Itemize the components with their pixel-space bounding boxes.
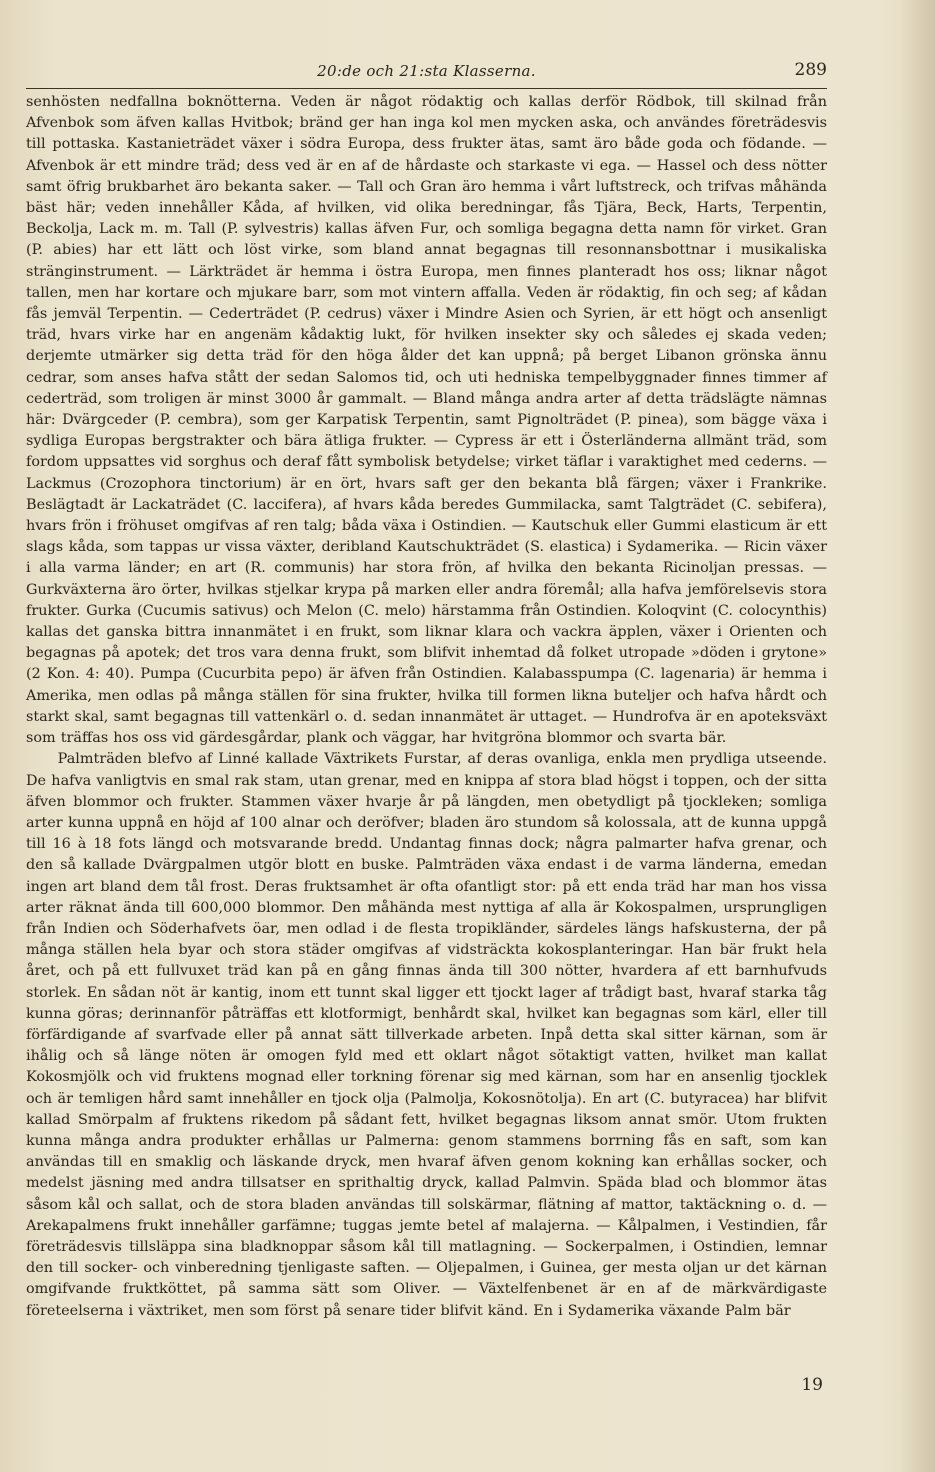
running-title: 20:de och 21:sta Klasserna. <box>317 62 536 80</box>
signature-mark: 19 <box>801 1375 823 1395</box>
paragraph-palms: Palmträden blefvo af Linné kallade Växtrikets Furstar, af deras ovanliga, enkla men prydliga utseende. De hafva vanligtvis en smal rak stam, utan grenar, med en knippa af stora blad högst i toppen, och der sitta äfven blommor och frukter. Stammen växer hvarje år på längden, men obetydligt på tjockleken; somliga arter kunna uppnå en höjd af 100 alnar och deröfver; bladen äro stundom så kolossala, att de kunna uppgå till 16 à 18 fots längd och motsvarande bredd. Undantag finnas dock; några palmarter hafva grenar, och den så kallade Dvärgpalmen utgör blott en buske. Palmträden växa endast i de varma länderna, emedan ingen art bland dem tål frost. Deras fruktsamhet är ofta ofantligt stor: på ett enda träd har man hos vissa arter räknat ända till 600,000 blommor. Den måhända mest nyttiga af alla är Kokospalmen, ursprungligen från Indien och Söderhafvets öar, men odlad i de flesta tropikländer, särdeles längs hafskusterna, der på många ställen hela byar och stora städer omgifvas af vidsträckta kokosplanteringar. Han bär frukt hela året, och på ett fullvuxet träd kan på en gång finnas ända till 300 nötter, hvardera af ett barnhufvuds storlek. En sådan nöt är kantig, inom ett tunnt skal ligger ett tjockt lager af trådigt bast, hvaraf starka tåg kunna göras; derinnanför påträffas ett klotformigt, benhårdt skal, hvilket kan begagnas som kärl, eller till förfärdigande af svarfvade eller på annat sätt tillverkade arbeten. Inpå detta skal sitter kärnan, som är ihålig och så länge nöten är omogen fyld med ett oklart något sötaktigt vatten, hvilket man kallat Kokosmjölk och vid fruktens mognad eller torkning förenar sig med kärnan, som har en ansenlig tjocklek och är temligen hård samt innehåller en tjock olja (Palmolja, Kokosnötolja). En art (C. butyracea) har blifvit kallad Smörpalm af fruktens rikedom på sådant fett, hvilket begagnas liksom annat smör. Utom frukten kunna många andra produkter erhållas ur Palmerna: genom stammens borrning fås en saft, som kan användas till en smaklig och läskande dryck, men hvaraf äfven genom kokning kan erhållas socker, och medelst jäsning med andra tillsatser en sprithaltig dryck, kallad Palmvin. Späda blad och blommor ätas såsom kål och sallat, och de stora bladen användas till solskärmar, flätning af mattor, taktäckning o. d. — Arekapalmens frukt innehåller garfämne; tuggas jemte betel af malajerna. — Kålpalmen, i Vestindien, får företrädesvis tillsläppa sina bladknoppar såsom kål till matlagning. — Sockerpalmen, i Ostindien, lemnar den till socker- och vinberedning tjenligaste saften. — Oljepalmen, i Guinea, ger mesta oljan ur det kärnan omgifvande fruktköttet, på samma sätt som Oliver. — Växtelfenbenet är en af de märkvärdigaste företeelserna i växtriket, men som först på senare tider blifvit känd. En i Sydamerika växande Palm bär <box>26 751 827 1319</box>
header-rule <box>26 88 827 89</box>
page-header <box>26 62 827 86</box>
paragraph-trees: senhösten nedfallna boknötterna. Veden är något rödaktig och kallas derför Rödbok, till skilnad från Afvenbok som äfven kallas Hvitbok; bränd ger han inga kol men mycken aska, och användes företrädesvis till pottaska. Kastanieträdet växer i södra Europa, dess frukter ätas, samt äro både goda och födande. — Afvenbok är ett mindre träd; dess ved är en af de hårdaste och starkaste vi ega. — Hassel och dess nötter samt öfrig brukbarhet äro bekanta saker. — Tall och Gran äro hemma i vårt luftstreck, och trifvas måhända bäst här; veden innehåller Kåda, af hvilken, vid olika beredningar, fås Tjära, Beck, Harts, Terpentin, Beckolja, Lack m. m. Tall (P. sylvestris) kallas äfven Fur, och somliga begagna detta namn för virket. Gran (P. abies) har ett lätt och löst virke, som bland annat begagnas till resonnansbottnar i musikaliska stränginstrument. — Lärkträdet är hemma i östra Europa, men finnes planteradt hos oss; liknar något tallen, men har kortare och mjukare barr, som mot vintern affalla. Veden är rödaktig, fin och seg; af kådan fås jemväl Terpentin. — Cederträdet (P. cedrus) växer i Mindre Asien och Syrien, är ett högt och ansenligt träd, hvars virke har en angenäm kådaktig lukt, för hvilken insekter sky och således ej skada veden; derjemte utmärker sig detta träd för den höga ålder det kan uppnå; på berget Libanon grönska ännu cedrar, som anses hafva stått der sedan Salomos tid, och uti hedniska tempelbyggnader finnes timmer af cederträd, som troligen är minst 3000 år gammalt. — Bland många andra arter af detta trädslägte nämnas här: Dvärgceder (P. cembra), som ger Karpatisk Terpentin, samt Pignolträdet (P. pinea), som bägge växa i sydliga Europas bergstrakter och bära ätliga frukter. — Cypress är ett i Österländerna allmänt träd, som fordom uppsattes vid sorghus och deraf fått symbolisk betydelse; virket täflar i varaktighet med cederns. — Lackmus (Crozophora tinctorium) är en ört, hvars saft ger den bekanta blå färgen; växer i Frankrike. Beslägtadt är Lackaträdet (C. laccifera), af hvars kåda beredes Gummilacka, samt Talgträdet (C. sebifera), hvars frön i fröhuset omgifvas af ren talg; båda växa i Ostindien. — Kautschuk eller Gummi elasticum är ett slags kåda, som tappas ur vissa växter, deribland Kautschukträdet (S. elastica) i Sydamerika. — Ricin växer i alla varma länder; en art (R. communis) har stora frön, af hvilka den bekanta Ricinoljan pressas. — Gurkväxterna äro örter, hvilkas stjelkar krypa på marken eller andra föremål; alla hafva jemförelsevis stora frukter. Gurka (Cucumis sativus) och Melon (C. melo) härstamma från Ostindien. Koloqvint (C. colocynthis) kallas det ganska bittra innanmätet i en frukt, som liknar klara och vackra äpplen, växer i Orienten och begagnas på apotek; det tros vara denna frukt, som blifvit inhemtad då folket utropade »döden i grytone» (2 Kon. 4: 40). Pumpa (Cucurbita pepo) är äfven från Ostindien. Kalabasspumpa (C. lagenaria) är hemma i Amerika, men odlas på många ställen för sina frukter, hvilka till formen likna buteljer och hafva hårdt och starkt skal, samt begagnas till vattenkärl o. d. sedan innanmätet är uttaget. — Hundrofva är en apoteksväxt som träffas hos oss vid gärdesgårdar, plank och väggar, har hvitgröna blommor och svarta bär. <box>26 94 827 747</box>
page-number: 289 <box>794 60 827 80</box>
body-text <box>26 92 827 1322</box>
page-edge-shadow <box>899 0 935 1472</box>
